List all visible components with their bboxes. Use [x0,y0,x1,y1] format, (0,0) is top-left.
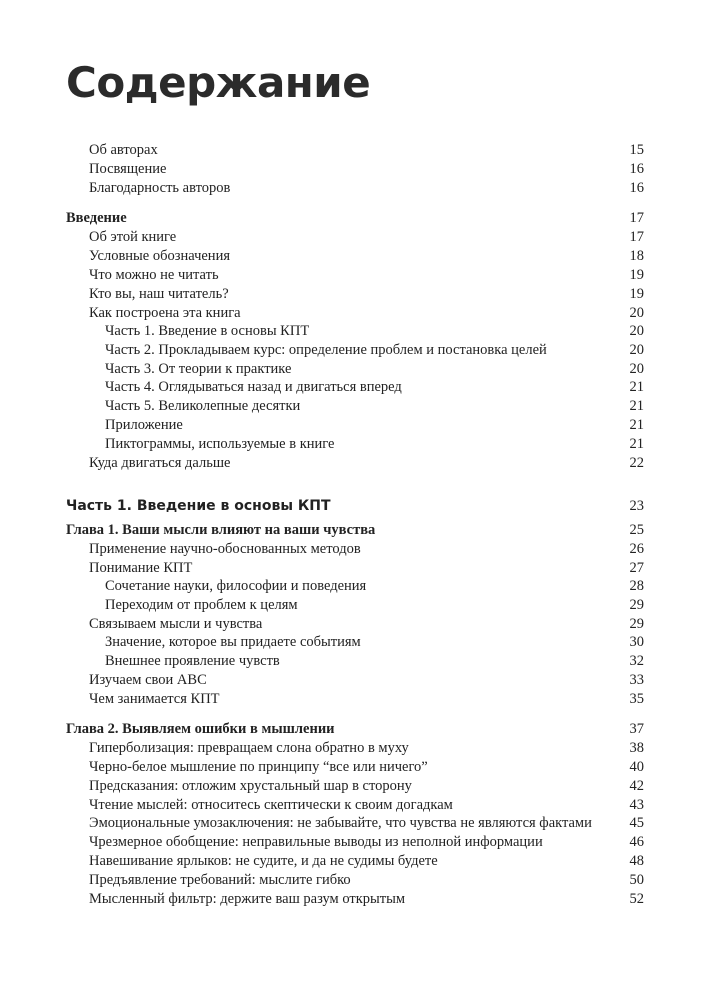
toc-entry-label: Куда двигаться дальше [89,455,231,471]
toc-entry-label: Предсказания: отложим хрустальный шар в сторону [89,778,412,794]
toc-entry[interactable] [0,454,710,473]
toc-entry-label: Часть 4. Оглядываться назад и двигаться вперед [105,379,402,395]
toc-entry[interactable] [0,559,710,578]
toc-entry-page: 46 [629,834,644,850]
toc-subentry[interactable] [0,341,710,360]
toc-entry-label: Значение, которое вы придаете событиям [105,634,361,650]
toc-chapter-heading[interactable] [0,720,710,739]
toc-entry-page: 21 [629,398,644,414]
toc-subentry[interactable] [0,633,710,652]
toc-entry[interactable] [0,852,710,871]
toc-entry[interactable] [0,247,710,266]
toc-entry-page: 21 [629,436,644,452]
toc-entry-label: Условные обозначения [89,248,230,264]
toc-entry-label: Предъявление требований: мыслите гибко [89,872,351,888]
page-title: Содержание [66,58,371,107]
toc-subentry[interactable] [0,378,710,397]
toc-entry-page: 40 [629,759,644,775]
toc-entry[interactable] [0,796,710,815]
toc-entry[interactable] [0,739,710,758]
toc-entry-label: Переходим от проблем к целям [105,597,298,613]
toc-subentry[interactable] [0,435,710,454]
toc-entry-page: 26 [629,541,644,557]
toc-entry-label: Об этой книге [89,229,177,245]
toc-entry-page: 19 [629,267,644,283]
toc-entry-page: 27 [629,560,644,576]
toc-entry-page: 21 [629,379,644,395]
toc-entry[interactable] [0,690,710,709]
toc-entry-page: 50 [629,872,644,888]
toc-entry-page: 17 [629,229,644,245]
toc-entry-page: 30 [629,634,644,650]
toc-entry[interactable] [0,833,710,852]
toc-entry-page: 33 [629,672,644,688]
toc-entry-page: 29 [629,597,644,613]
toc-entry-page: 38 [629,740,644,756]
toc-entry-page: 52 [629,891,644,907]
toc-entry-label: Гиперболизация: превращаем слона обратно в муху [89,740,409,756]
toc-entry-page: 43 [629,797,644,813]
toc-entry-label: Часть 3. От теории к практике [105,361,292,377]
toc-entry-page: 29 [629,616,644,632]
toc-entry-page: 23 [629,498,644,514]
toc-entry-label: Часть 2. Прокладываем курс: определение проблем и постановка целей [105,342,547,358]
toc-entry-label: Посвящение [89,161,167,177]
toc-entry-label: Навешивание ярлыков: не судите, и да не судимы будете [89,853,438,869]
toc-entry-page: 21 [629,417,644,433]
toc-entry-label: Часть 1. Введение в основы КПТ [105,323,310,339]
toc-entry-label: Понимание КПТ [89,560,193,576]
toc-entry-page: 20 [629,342,644,358]
toc-subentry[interactable] [0,360,710,379]
toc-entry-page: 20 [629,323,644,339]
toc-entry[interactable] [0,304,710,323]
toc-entry-page: 35 [629,691,644,707]
toc-entry-label: Глава 2. Выявляем ошибки в мышлении [66,721,335,737]
toc-entry[interactable] [0,615,710,634]
toc-entry-page: 19 [629,286,644,302]
toc-entry-label: Часть 5. Великолепные десятки [105,398,301,414]
toc-entry-label: Об авторах [89,142,158,158]
toc-entry-label: Черно-белое мышление по принципу “все или ничего” [89,759,428,775]
toc-entry-page: 20 [629,361,644,377]
toc-entry[interactable] [0,890,710,909]
toc-entry-page: 37 [629,721,644,737]
toc-entry[interactable] [0,758,710,777]
toc-entry-label: Внешнее проявление чувств [105,653,280,669]
toc-entry-label: Эмоциональные умозаключения: не забывайте, что чувства не являются фактами [89,815,592,831]
toc-entry-label: Применение научно-обоснованных методов [89,541,361,557]
toc-entry-label: Глава 1. Ваши мысли влияют на ваши чувства [66,522,376,538]
toc-section-heading[interactable] [0,209,710,228]
toc-entry-page: 32 [629,653,644,669]
toc-entry-page: 25 [629,522,644,538]
toc-subentry[interactable] [0,322,710,341]
toc-entry-page: 22 [629,455,644,471]
toc-chapter-heading[interactable] [0,521,710,540]
toc-entry[interactable] [0,777,710,796]
toc-subentry[interactable] [0,596,710,615]
toc-subentry[interactable] [0,652,710,671]
toc-entry-label: Мысленный фильтр: держите ваш разум открытым [89,891,406,907]
toc-subentry[interactable] [0,397,710,416]
toc-entry-page: 28 [629,578,644,594]
toc-entry-label: Чтение мыслей: относитесь скептически к своим догадкам [89,797,453,813]
toc-entry[interactable] [0,266,710,285]
toc-entry[interactable] [0,228,710,247]
toc-entry[interactable] [0,540,710,559]
toc-entry-label: Пиктограммы, используемые в книге [105,436,335,452]
toc-entry[interactable] [0,141,710,160]
toc-entry-label: Что можно не читать [89,267,219,283]
toc-part-heading[interactable] [0,496,710,516]
toc-entry[interactable] [0,160,710,179]
toc-entry-label: Чрезмерное обобщение: неправильные выводы из неполной информации [89,834,543,850]
toc-entry-page: 16 [629,161,644,177]
toc-entry-label: Часть 1. Введение в основы КПТ [66,498,331,514]
toc-entry-label: Введение [66,210,127,226]
toc-entry-label: Как построена эта книга [89,305,241,321]
toc-entry[interactable] [0,671,710,690]
toc-entry-label: Изучаем свои ABC [89,672,207,688]
toc-entry-page: 48 [629,853,644,869]
toc-subentry[interactable] [0,577,710,596]
toc-entry-page: 17 [629,210,644,226]
toc-entry[interactable] [0,179,710,198]
toc-entry[interactable] [0,871,710,890]
toc-entry-page: 45 [629,815,644,831]
toc-entry-page: 18 [629,248,644,264]
toc-entry-label: Благодарность авторов [89,180,231,196]
toc-entry[interactable] [0,814,710,833]
toc-entry-page: 42 [629,778,644,794]
toc-subentry[interactable] [0,416,710,435]
toc-entry-label: Кто вы, наш читатель? [89,286,229,302]
toc-entry-label: Приложение [105,417,183,433]
toc-entry-label: Сочетание науки, философии и поведения [105,578,367,594]
toc-entry-label: Чем занимается КПТ [89,691,220,707]
toc-entry-page: 16 [629,180,644,196]
toc-entry-page: 15 [629,142,644,158]
toc-entry-page: 20 [629,305,644,321]
toc-entry-label: Связываем мысли и чувства [89,616,263,632]
toc-entry[interactable] [0,285,710,304]
